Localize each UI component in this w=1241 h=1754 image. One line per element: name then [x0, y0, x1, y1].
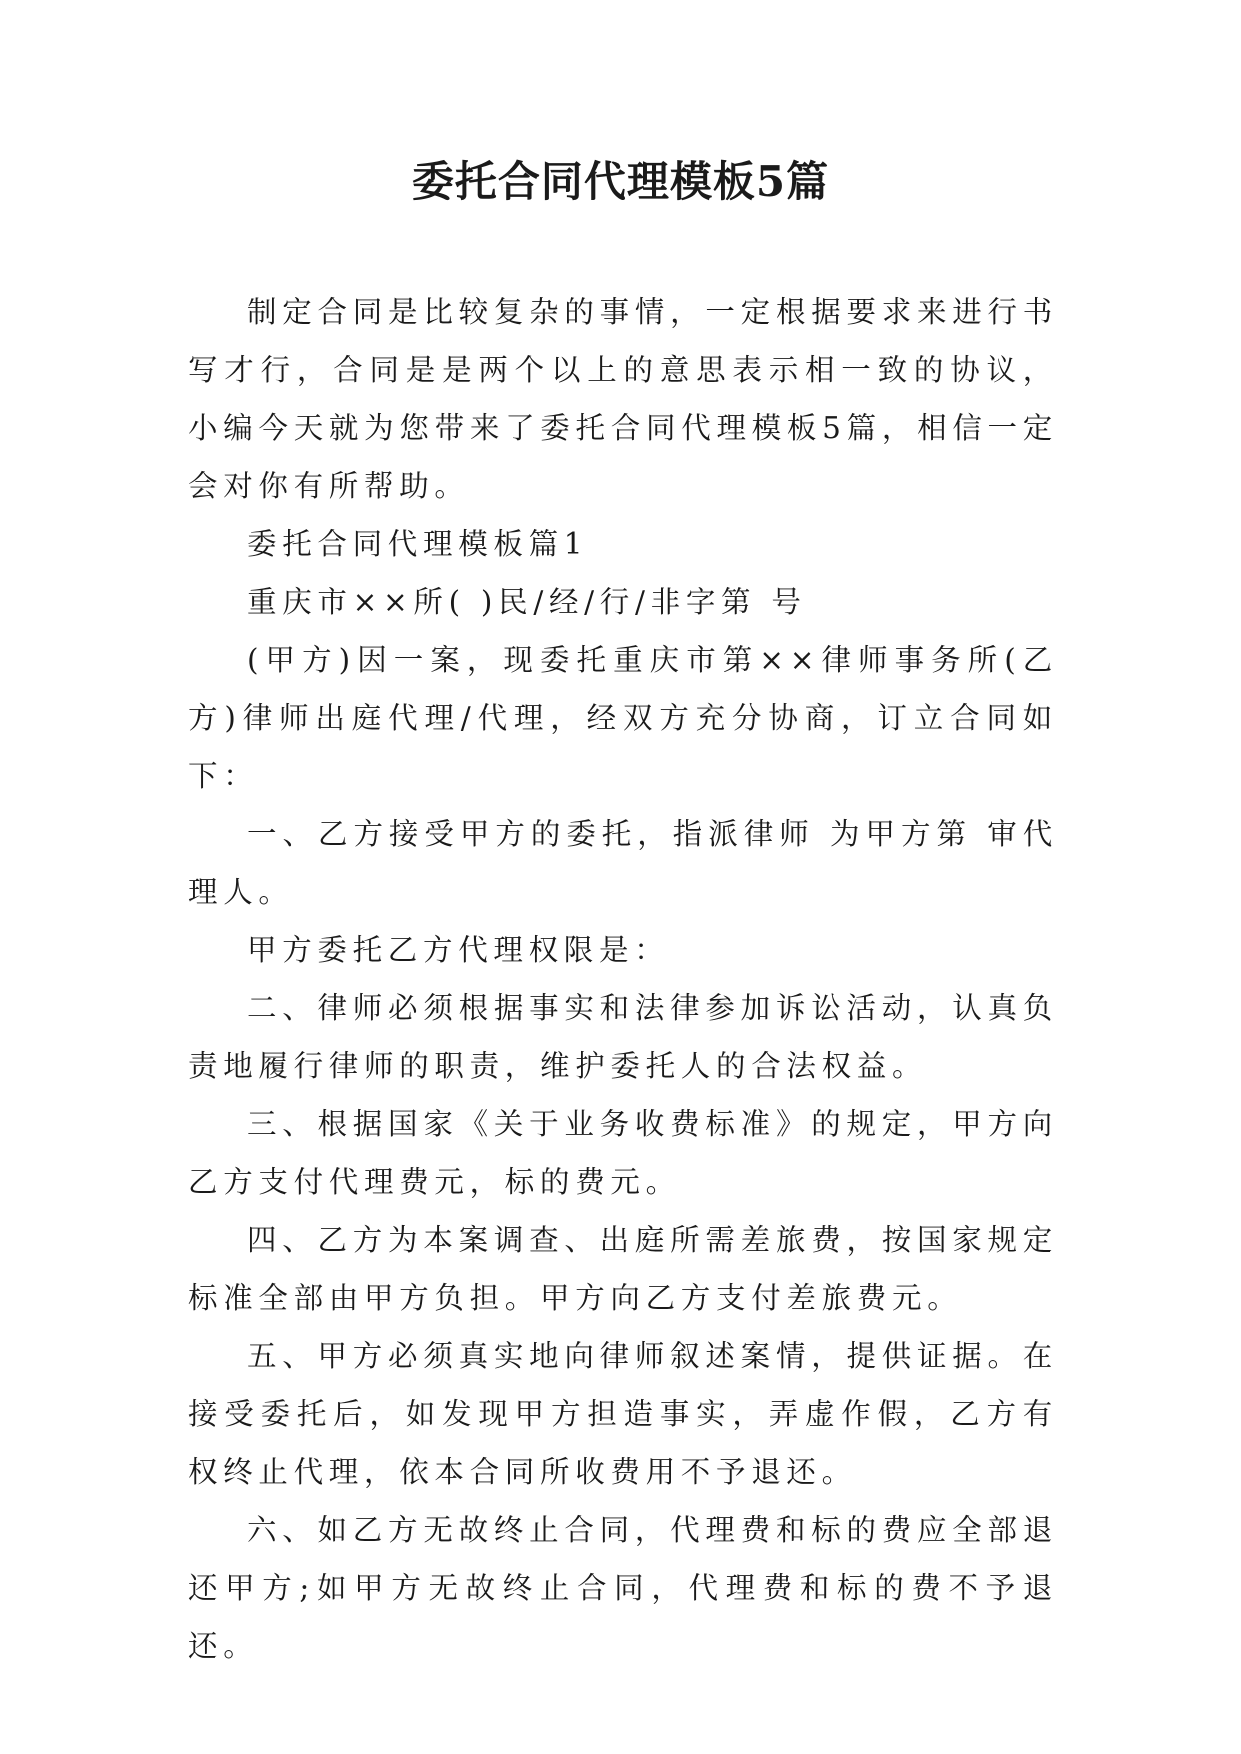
contract-number-line: 重庆市××所( )民/经/行/非字第 号: [247, 585, 807, 619]
clause-4: 四、乙方为本案调查、出庭所需差旅费，按国家规定标准全部由甲方负担。甲方向乙方支付差旅费元。: [188, 1223, 1058, 1315]
clause-5: 五、甲方必须真实地向律师叙述案情，提供证据。在接受委托后，如发现甲方担造事实，弄虚作假，乙方有权终止代理，依本合同所收费用不予退还。: [188, 1339, 1058, 1489]
section-heading: 委托合同代理模板篇1: [247, 527, 589, 561]
document-title: 委托合同代理模板5篇: [411, 157, 830, 206]
authority-line: 甲方委托乙方代理权限是：: [247, 933, 670, 967]
clause-2: 二、律师必须根据事实和法律参加诉讼活动，认真负责地履行律师的职责，维护委托人的合法权益。: [188, 991, 1058, 1083]
clause-6: 六、如乙方无故终止合同，代理费和标的费应全部退还甲方;如甲方无故终止合同，代理费和标的费不予退还。: [188, 1513, 1058, 1663]
contract-preamble: (甲方)因一案，现委托重庆市第××律师事务所(乙方)律师出庭代理/代理，经双方充分协商，订立合同如下：: [188, 643, 1058, 793]
clause-1: 一、乙方接受甲方的委托，指派律师 为甲方第 审代理人。: [188, 817, 1058, 909]
intro-paragraph: 制定合同是比较复杂的事情，一定根据要求来进行书写才行，合同是是两个以上的意思表示相一致的协议，小编今天就为您带来了委托合同代理模板5篇，相信一定会对你有所帮助。: [188, 295, 1058, 503]
document-body: [188, 283, 1058, 1675]
clause-3: 三、根据国家《关于业务收费标准》的规定，甲方向乙方支付代理费元，标的费元。: [188, 1107, 1058, 1199]
